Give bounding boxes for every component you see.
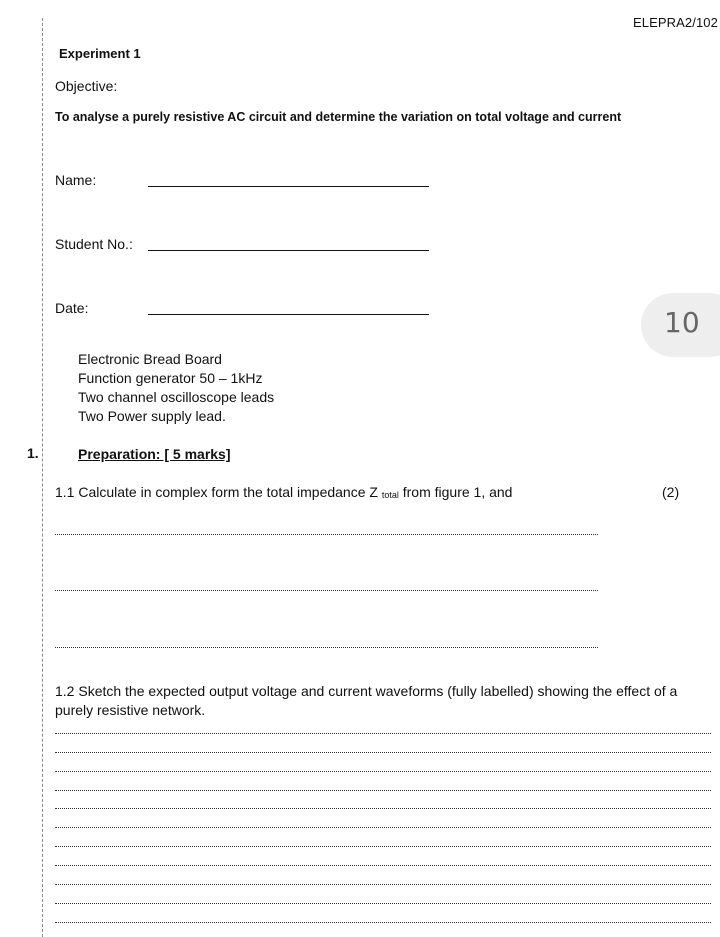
- equipment-item: Function generator 50 – 1kHz: [78, 370, 263, 386]
- answer-line[interactable]: [55, 827, 711, 828]
- answer-line[interactable]: [55, 790, 711, 791]
- name-label: Name:: [55, 172, 97, 188]
- experiment-title: Experiment 1: [59, 46, 141, 61]
- section-title: Preparation: [ 5 marks]: [78, 446, 231, 462]
- objective-text: To analyse a purely resistive AC circuit and determine the variation on total voltage and current: [55, 110, 622, 124]
- answer-line[interactable]: [55, 733, 711, 734]
- subscript-total: total: [381, 490, 399, 500]
- answer-line[interactable]: [55, 771, 711, 772]
- question-1-2-line2: purely resistive network.: [55, 702, 206, 718]
- question-1-1-text-end: from figure 1, and: [398, 484, 513, 500]
- margin-rule: [42, 18, 43, 937]
- answer-line[interactable]: [55, 534, 598, 535]
- question-1-1-marks: (2): [662, 484, 680, 500]
- section-number: 1.: [27, 445, 39, 461]
- question-1-1-text: 1.1 Calculate in complex form the total impedance Z: [55, 484, 382, 500]
- score-value: 10: [664, 306, 700, 339]
- course-code: ELEPRA2/102: [633, 15, 718, 30]
- answer-line[interactable]: [55, 903, 711, 904]
- answer-line[interactable]: [55, 590, 598, 591]
- student-no-label: Student No.:: [55, 236, 133, 252]
- answer-line[interactable]: [55, 865, 711, 866]
- answer-line[interactable]: [55, 884, 711, 885]
- question-1-1: [55, 484, 512, 500]
- equipment-item: Two channel oscilloscope leads: [78, 389, 275, 405]
- objective-label: Objective:: [55, 78, 118, 94]
- answer-line[interactable]: [55, 808, 711, 809]
- student-no-field[interactable]: [148, 250, 429, 251]
- equipment-item: Two Power supply lead.: [78, 408, 226, 424]
- question-1-2: 1.2 Sketch the expected output voltage and current waveforms (fully labelled) showing the effect of a: [55, 683, 678, 699]
- answer-line[interactable]: [55, 922, 711, 923]
- answer-line[interactable]: [55, 752, 711, 753]
- equipment-item: Electronic Bread Board: [78, 351, 222, 367]
- answer-line[interactable]: [55, 647, 598, 648]
- date-label: Date:: [55, 300, 89, 316]
- date-field[interactable]: [148, 314, 429, 315]
- answer-line[interactable]: [55, 846, 711, 847]
- name-field[interactable]: [148, 186, 429, 187]
